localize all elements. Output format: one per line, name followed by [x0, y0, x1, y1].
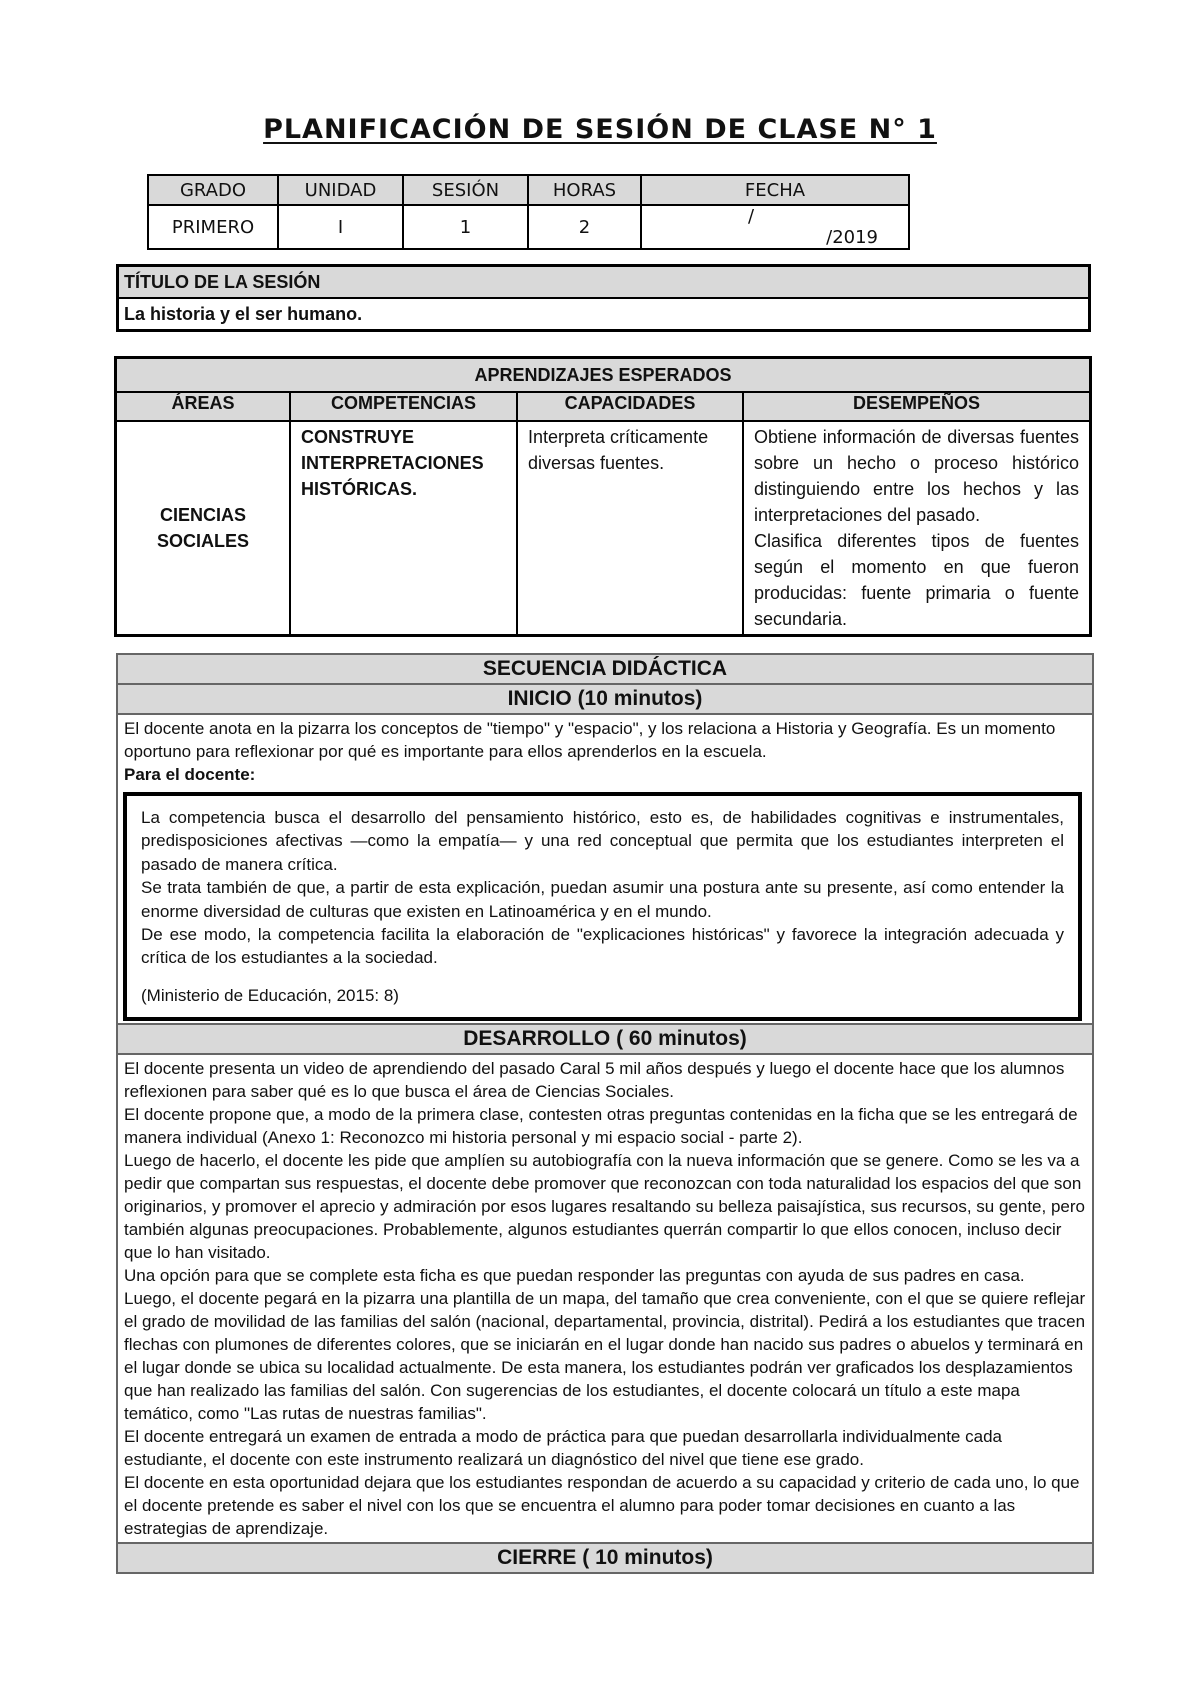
learning-header: APRENDIZAJES ESPERADOS	[116, 358, 1091, 393]
desarrollo-paragraph: Luego, el docente pegará en la pizarra una plantilla de un mapa, del tamaño que crea conveniente, con el que se quiere reflejar el grado de movilidad de las familias del salón (nacional, departamental, provincia, distrital). Pedirá a los estudiantes que tracen flechas con plumones de diferentes colores, que se iniciarán en el lugar donde han nacido sus padres o abuelos y terminará en el lugar donde se ubica su localidad actualmente. De esta manera, los estudiantes podrán ver graficados los desplazamientos que han realizado las familias del salón. Con sugerencias de los estudiantes, el docente colocará un título a este mapa temático, como "Las rutas de nuestras familias".	[124, 1289, 1086, 1424]
value-sesion: 1	[403, 205, 528, 249]
desarrollo-body	[118, 1055, 1092, 1542]
learning-table	[114, 356, 1092, 637]
quote-source: (Ministerio de Educación, 2015: 8)	[141, 985, 399, 1005]
fecha-slash: /	[748, 206, 755, 227]
header-unidad: UNIDAD	[278, 175, 403, 205]
page-title: PLANIFICACIÓN DE SESIÓN DE CLASE N° 1	[263, 114, 937, 145]
desarrollo-paragraph: El docente en esta oportunidad dejara que los estudiantes respondan de acuerdo a su capacidad y criterio de cada uno, lo que el docente pretende es saber el nivel con los que se encuentra el alumno para poder tomar decisiones en cuanto a las estrategias de aprendizaje.	[124, 1473, 1080, 1539]
quote-box	[123, 792, 1082, 1021]
quote-paragraph-2: Se trata también de que, a partir de esta explicación, puedan asumir una postura ante su presente, así como entender la enorme diversidad de culturas que existen en Latinoamérica y en el mundo.	[141, 878, 1064, 921]
sequence-section	[116, 653, 1094, 1574]
inicio-text: El docente anota en la pizarra los conceptos de "tiempo" y "espacio", y los relaciona a Historia y Geografía. Es un momento oportuno para reflexionar por qué es importante para ellos aprenderlos en la escuela.	[124, 719, 1056, 761]
col-capacidades: CAPACIDADES	[517, 392, 743, 421]
desarrollo-paragraph: Una opción para que se complete esta ficha es que puedan responder las preguntas con ayuda de sus padres en casa.	[124, 1266, 1025, 1286]
header-sesion: SESIÓN	[403, 175, 528, 205]
desempeno-1: Obtiene información de diversas fuentes sobre un hecho o proceso histórico distinguiendo entre los hechos y las interpretaciones del pasado.	[754, 427, 1079, 525]
col-competencias: COMPETENCIAS	[290, 392, 517, 421]
session-info-table	[147, 174, 910, 250]
header-horas: HORAS	[528, 175, 641, 205]
desempeno-cell	[743, 421, 1091, 636]
area-line-1: CIENCIAS	[159, 505, 246, 525]
desempeno-2: Clasifica diferentes tipos de fuentes según el momento en que fueron producidas: fuente primaria o fuente secundaria.	[754, 531, 1079, 629]
value-unidad: I	[278, 205, 403, 249]
session-title-label: TÍTULO DE LA SESIÓN	[118, 266, 1090, 299]
desarrollo-paragraph: Luego de hacerlo, el docente les pide que amplíen su autobiografía con la nueva información que se genere. Como se les va a pedir que compartan sus respuestas, el docente debe promover que reconozcan con toda naturalidad los espacios del que son originarios, y promover el aprecio y admiración por esos lugares resaltando su belleza paisajística, sus recursos, su gente, pero también algunas preocupaciones. Probablemente, algunos estudiantes querrán compartir lo que ellos conocen, incluso decir que lo han visitado.	[124, 1151, 1085, 1263]
inicio-body	[118, 715, 1092, 788]
desarrollo-paragraph: El docente propone que, a modo de la primera clase, contesten otras preguntas contenidas en la ficha que se les entregará de manera individual (Anexo 1: Reconozco mi historia personal y mi espacio social - parte 2).	[124, 1105, 1078, 1148]
col-areas: ÁREAS	[116, 392, 291, 421]
area-line-2: SOCIALES	[156, 531, 249, 551]
desarrollo-paragraph: El docente presenta un video de aprendiendo del pasado Caral 5 mil años después y luego el docente hace que los alumnos reflexionen para saber qué es lo que busca el área de Ciencias Sociales.	[124, 1059, 1065, 1102]
area-cell	[116, 421, 291, 636]
header-grado: GRADO	[148, 175, 278, 205]
competencia-cell: CONSTRUYE INTERPRETACIONES HISTÓRICAS.	[290, 421, 517, 636]
header-fecha: FECHA	[641, 175, 909, 205]
cierre-title: CIERRE ( 10 minutos)	[118, 1542, 1092, 1572]
session-title-value: La historia y el ser humano.	[118, 298, 1090, 331]
capacidad-cell: Interpreta críticamente diversas fuentes.	[517, 421, 743, 636]
desarrollo-title: DESARROLLO ( 60 minutos)	[118, 1023, 1092, 1055]
desarrollo-paragraph: El docente entregará un examen de entrada a modo de práctica para que puedan desarrollarla individualmente cada estudiante, el docente con este instrumento realizará un diagnóstico del nivel que tiene ese grado.	[124, 1427, 1002, 1470]
quote-paragraph-3: De ese modo, la competencia facilita la elaboración de "explicaciones históricas" y favorece la integración adecuada y crítica de los estudiantes a la sociedad.	[141, 925, 1064, 968]
value-grado: PRIMERO	[148, 205, 278, 249]
session-title-table	[116, 264, 1091, 332]
sequence-header: SECUENCIA DIDÁCTICA	[118, 655, 1092, 685]
docente-label: Para el docente:	[124, 765, 256, 784]
value-fecha	[641, 205, 909, 249]
fecha-year: /2019	[826, 227, 878, 248]
quote-paragraph-1: La competencia busca el desarrollo del pensamiento histórico, esto es, de habilidades cognitivas e instrumentales, predisposiciones afectivas —como la empatía— y una red conceptual que permita que los estudiantes interpreten el pasado de manera crítica.	[141, 808, 1064, 874]
col-desempenos: DESEMPEÑOS	[743, 392, 1091, 421]
inicio-title: INICIO (10 minutos)	[118, 685, 1092, 715]
value-horas: 2	[528, 205, 641, 249]
